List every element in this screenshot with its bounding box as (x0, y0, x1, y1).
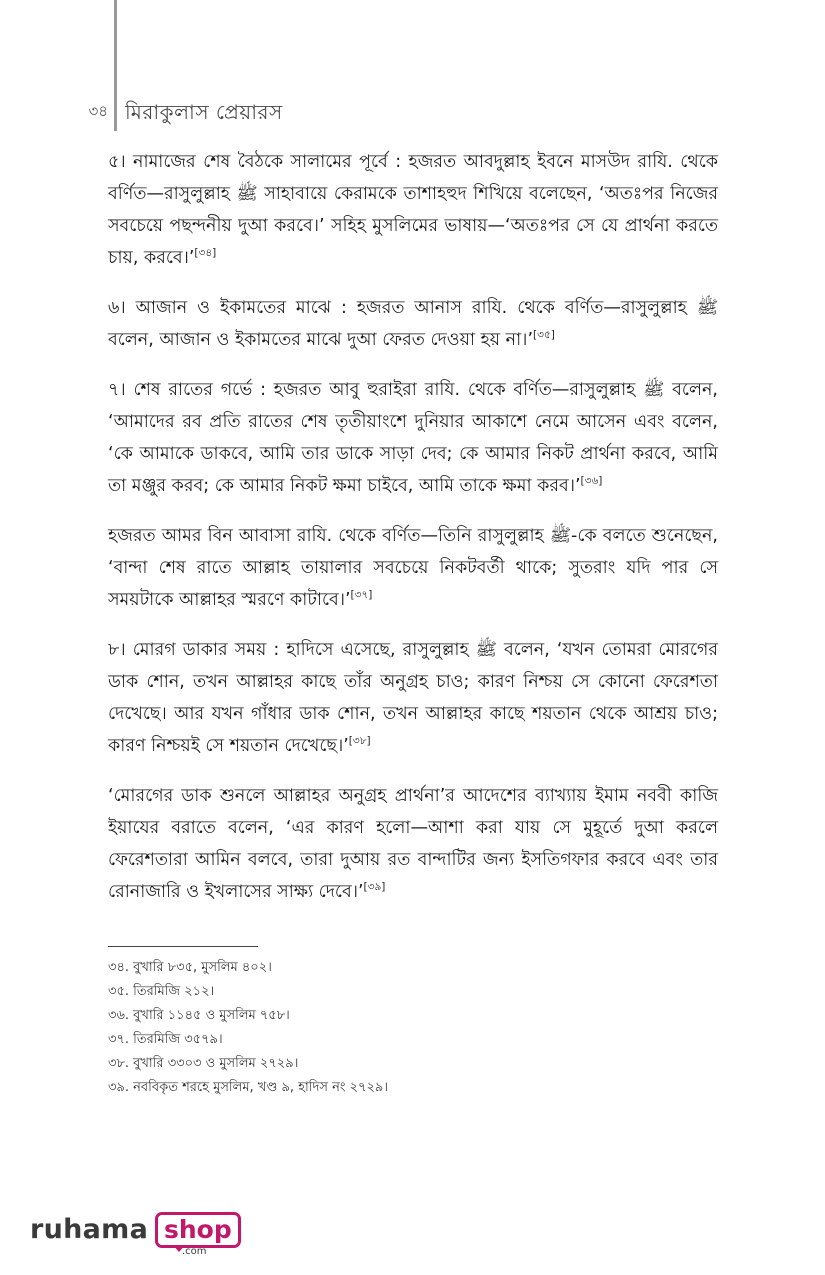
paragraph-text: ৮। মোরগ ডাকার সময় : হাদিসে এসেছে, রাসুলুল্লাহ ﷺ বলেন, ‘যখন তোমরা মোরগের ডাক শোন, তখন আল্লাহর কাছে তাঁর অনুগ্রহ চাও; কারণ নিশ্চয় সে কোনো ফেরেশতা দেখেছে। আর যখন গাঁধার ডাক শোন, তখন আল্লাহর কাছে শয়তান থেকে আশ্রয় চাও; কারণ নিশ্চয়ই সে শয়তান দেখেছে।’ (108, 640, 718, 756)
footnote-ref-38[interactable]: [৩৮] (348, 735, 371, 748)
paragraph-6 (108, 292, 718, 356)
paragraph-5 (108, 146, 718, 274)
paragraph-8 (108, 634, 718, 762)
paragraph-nawawi (108, 780, 718, 908)
footnote-34: ৩৪. বুখারি ৮৩৫, মুসলিম ৪০২। (108, 960, 272, 975)
paragraph-text: ৬। আজান ও ইকামতের মাঝে : হজরত আনাস রাযি. থেকে বর্ণিত—রাসুলুল্লাহ ﷺ বলেন, আজান ও ইকামতের মাঝে দুআ ফেরত দেওয়া হয় না।’ (108, 298, 718, 350)
header-divider (114, 0, 117, 131)
footnote-ref-36[interactable]: [৩৬] (580, 475, 603, 488)
logo-text-ruhama: ruhama (30, 1214, 149, 1245)
paragraph-text: ‘মোরগের ডাক শুনলে আল্লাহর অনুগ্রহ প্রার্থনা’র আদেশের ব্যাখ্যায় ইমাম নববী কাজি ইয়াযের বরাতে বলেন, ‘এর কারণ হলো—আশা করা যায় সে মুহূর্তে দুআ করলে ফেরেশতারা আমিন বলবে, তারা দুআয় রত বান্দাটির জন্য ইসতিগফার করবে এবং তার রোনাজারি ও ইখলাসের সাক্ষ্য দেবে।’ (108, 786, 718, 902)
ruhamashop-logo (30, 1208, 230, 1256)
page-number: ৩৪ (88, 102, 108, 120)
footnote-ref-35[interactable]: [৩৫] (533, 329, 555, 342)
paragraph-text: হজরত আমর বিন আবাসা রাযি. থেকে বর্ণিত—তিনি রাসুলুল্লাহ ﷺ-কে বলতে শুনেছেন, ‘বান্দা শেষ রাতে আল্লাহ তায়ালার সবচেয়ে নিকটবর্তী থাকে; সুতরাং যদি পার সে সময়টাকে আল্লাহর স্মরণে কাটাবে।’ (108, 526, 718, 610)
paragraph-amr (108, 520, 718, 616)
paragraph-text: ৭। শেষ রাতের গর্ভে : হজরত আবু হুরাইরা রাযি. থেকে বর্ণিত—রাসুলুল্লাহ ﷺ বলেন, ‘আমাদের রব প্রতি রাতের শেষ তৃতীয়াংশে দুনিয়ার আকাশে নেমে আসেন এবং বলেন, ‘কে আমাকে ডাকবে, আমি তার ডাকে সাড়া দেব; কে আমার নিকট প্রার্থনা করবে, আমি তা মঞ্জুর করব; কে আমার নিকট ক্ষমা চাইবে, আমি তাকে ক্ষমা করব।’ (108, 380, 718, 496)
footnote-39: ৩৯. নববিকৃত শরহে মুসলিম, খণ্ড ৯, হাদিস নং ২৭২৯। (108, 1080, 388, 1095)
footnote-36: ৩৬. বুখারি ১১৪৫ ও মুসলিম ৭৫৮। (108, 1008, 290, 1023)
footnote-35: ৩৫. তিরমিজি ২১২। (108, 984, 215, 999)
footnotes-list (108, 956, 718, 1100)
footnote-ref-34[interactable]: [৩৪] (194, 247, 217, 260)
footnote-ref-39[interactable]: [৩৯] (363, 881, 386, 894)
footnote-ref-37[interactable]: [৩৭] (350, 589, 373, 602)
paragraph-text: ৫। নামাজের শেষ বৈঠকে সালামের পূর্বে : হজরত আবদুল্লাহ ইবনে মাসউদ রাযি. থেকে বর্ণিত—রাসুলুল্লাহ ﷺ সাহাবায়ে কেরামকে তাশাহহুদ শিখিয়ে বলেছেন, ‘অতঃপর নিজের সবচেয়ে পছন্দনীয় দুআ করবে।’ সহিহ মুসলিমের ভাষায়—‘অতঃপর সে যে প্রার্থনা করতে চায়, করবে।’ (108, 152, 718, 268)
logo-text-shop: shop (155, 1212, 241, 1248)
main-text (108, 146, 718, 926)
footnote-divider (108, 946, 258, 947)
footnote-38: ৩৮. বুখারি ৩৩০৩ ও মুসলিম ২৭২৯। (108, 1056, 299, 1071)
paragraph-7 (108, 374, 718, 502)
running-header-title: মিরাকুলাস প্রেয়ারস (125, 100, 283, 124)
footnote-37: ৩৭. তিরমিজি ৩৫৭৯। (108, 1032, 223, 1047)
logo-text-com: .com (182, 1246, 207, 1257)
